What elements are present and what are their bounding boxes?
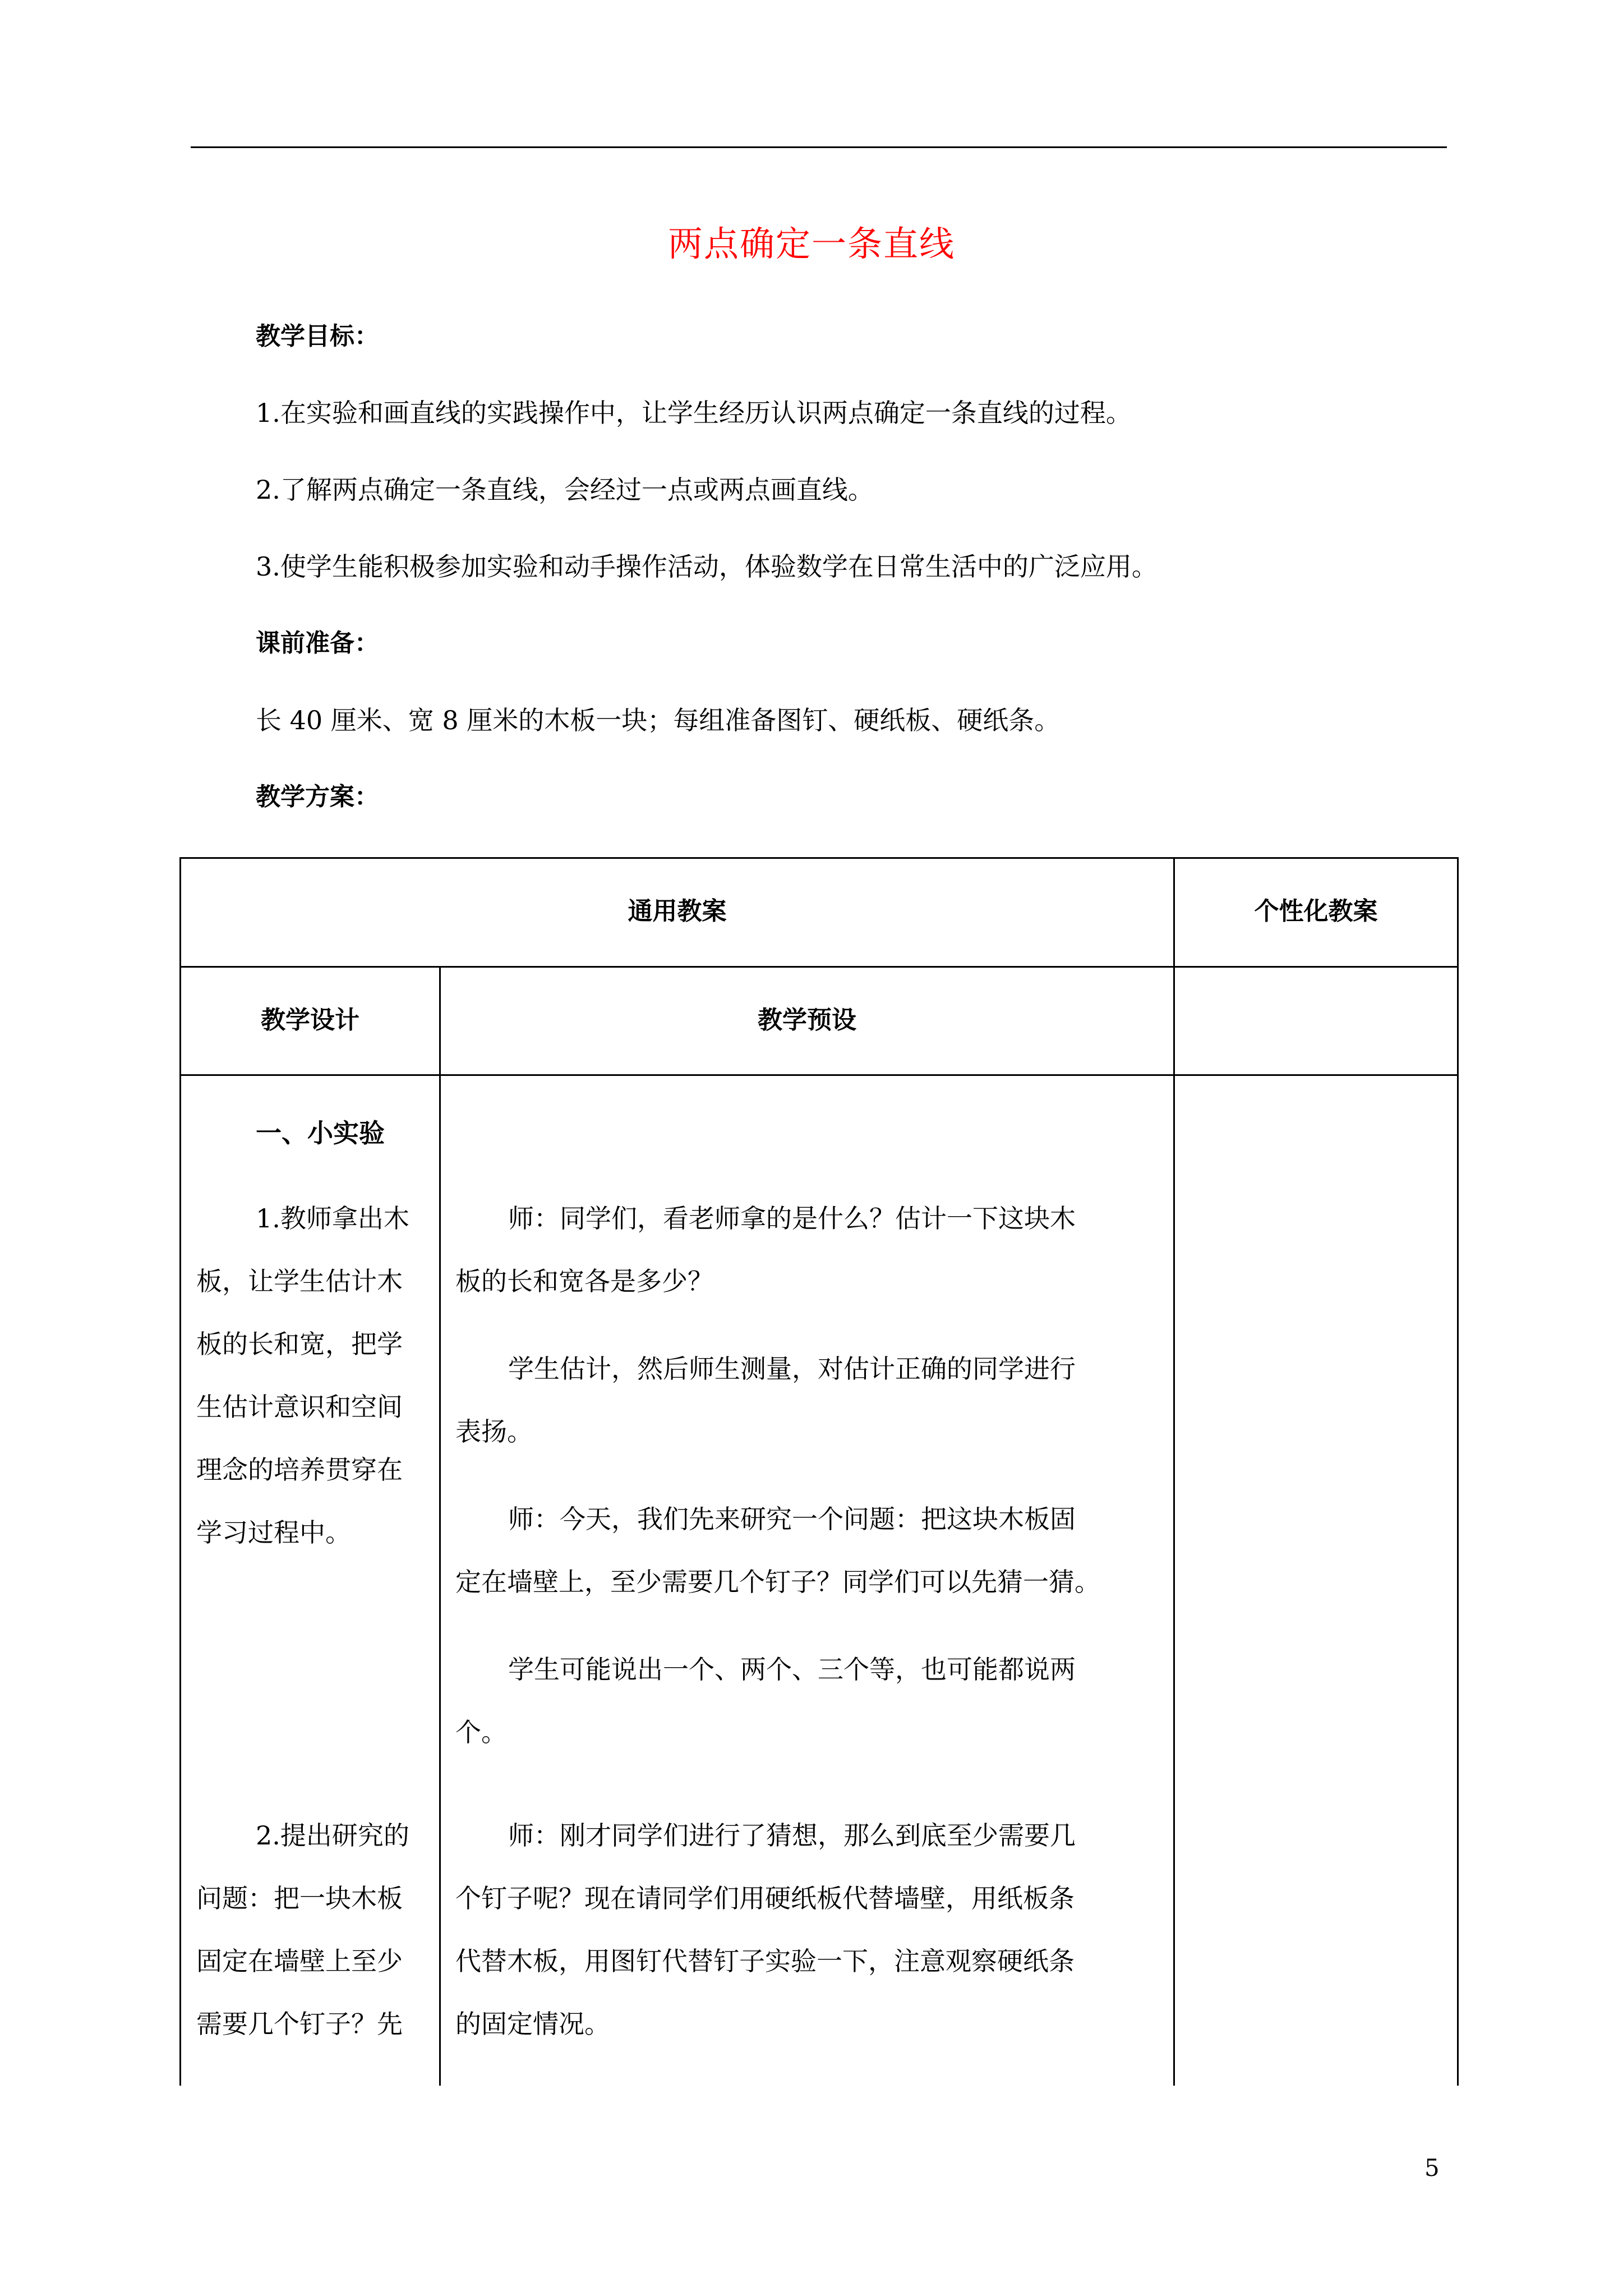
preset-line: 板的长和宽各是多少？ <box>455 1266 713 1296</box>
plan-heading: 教学方案： <box>256 783 379 811</box>
preset-line: 学生可能说出一个、两个、三个等，也可能都说两 <box>508 1654 1076 1685</box>
design-line: 板的长和宽，把学 <box>196 1329 403 1359</box>
design-line: 理念的培养贯穿在 <box>196 1455 403 1485</box>
preset-line: 师：今天，我们先来研究一个问题：把这块木板固 <box>508 1504 1076 1534</box>
design-line: 2.提出研究的 <box>256 1820 409 1851</box>
objective-item: 3.使学生能积极参加实验和动手操作活动，体验数学在日常生活中的广泛应用。 <box>256 551 1158 582</box>
prep-heading: 课前准备： <box>256 629 379 657</box>
design-line: 1.教师拿出木 <box>256 1203 409 1234</box>
design-line: 学习过程中。 <box>196 1517 351 1548</box>
preset-line: 的固定情况。 <box>455 2009 610 2039</box>
header-rule <box>191 146 1447 148</box>
objective-item: 1.在实验和画直线的实践操作中，让学生经历认识两点确定一条直线的过程。 <box>256 398 1132 428</box>
preset-line: 定在墙壁上，至少需要几个钉子？同学们可以先猜一猜。 <box>455 1567 1100 1597</box>
design-line: 问题：把一块木板 <box>196 1883 403 1913</box>
objectives-heading: 教学目标： <box>256 322 379 351</box>
page-number: 5 <box>1424 2154 1440 2182</box>
objective-item: 2.了解两点确定一条直线，会经过一点或两点画直线。 <box>256 475 874 505</box>
preset-line: 学生估计，然后师生测量，对估计正确的同学进行 <box>508 1354 1076 1384</box>
design-line: 固定在墙壁上至少 <box>196 1946 403 1976</box>
preset-line: 师：同学们，看老师拿的是什么？估计一下这块木 <box>508 1203 1076 1234</box>
header-preset: 教学预设 <box>758 1006 856 1034</box>
design-line: 生估计意识和空间 <box>196 1392 403 1422</box>
preset-line: 个。 <box>455 1717 507 1747</box>
design-line: 一、小实验 <box>256 1118 385 1148</box>
header-general: 通用教案 <box>628 897 727 926</box>
design-line: 需要几个钉子？先 <box>196 2009 403 2039</box>
preset-line: 个钉子呢？现在请同学们用硬纸板代替墙壁，用纸板条 <box>455 1883 1075 1913</box>
preset-line: 代替木板，用图钉代替钉子实验一下，注意观察硬纸条 <box>455 1946 1075 1976</box>
prep-text: 长 40 厘米、宽 8 厘米的木板一块；每组准备图钉、硬纸板、硬纸条。 <box>256 705 1061 735</box>
preset-line: 师：刚才同学们进行了猜想，那么到底至少需要几 <box>508 1820 1076 1851</box>
page-title: 两点确定一条直线 <box>667 223 955 264</box>
preset-line: 表扬。 <box>455 1416 533 1447</box>
design-line: 板，让学生估计木 <box>196 1266 403 1296</box>
header-personal: 个性化教案 <box>1254 897 1378 926</box>
header-design: 教学设计 <box>261 1006 359 1034</box>
